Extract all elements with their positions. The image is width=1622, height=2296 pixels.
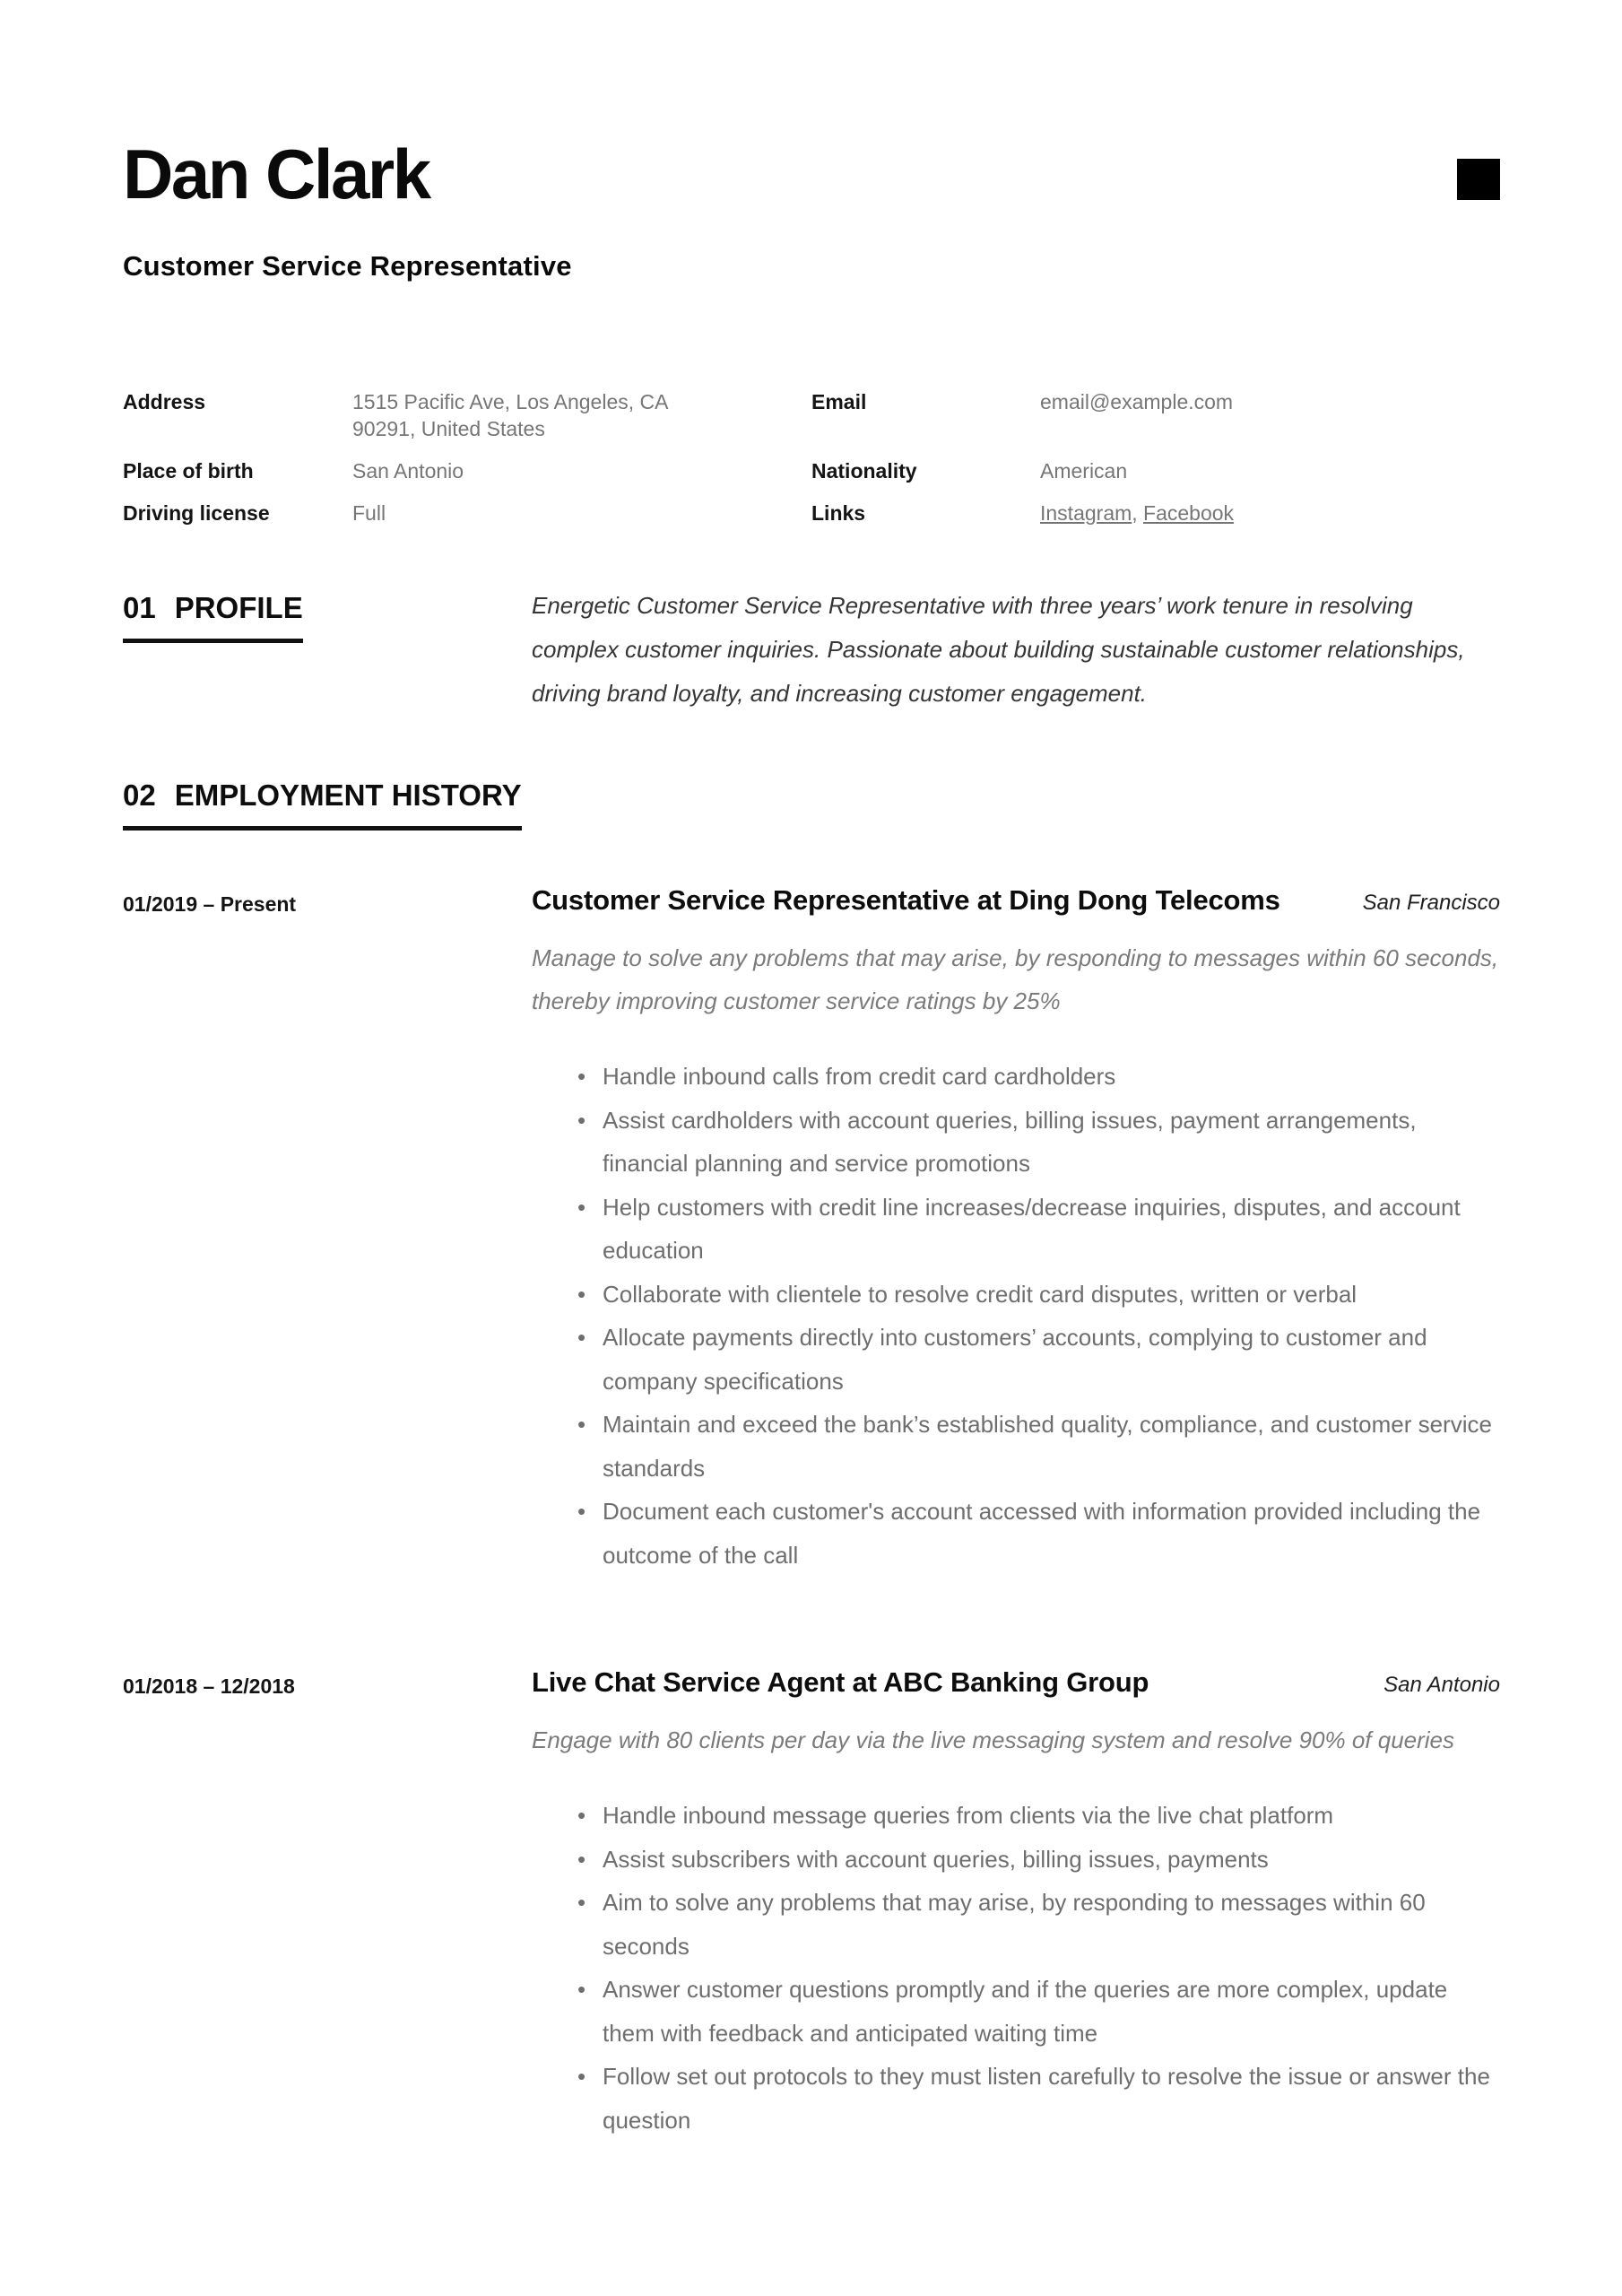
employment-history-section bbox=[123, 778, 1500, 2142]
instagram-link[interactable]: Instagram bbox=[1040, 501, 1132, 525]
links-value bbox=[1040, 500, 1500, 526]
job-1-bullet: • Allocate payments directly into customers’ accounts, complying to customer and company specifications bbox=[603, 1316, 1500, 1403]
profile-section bbox=[123, 591, 1500, 716]
person-name: Dan Clark bbox=[123, 135, 429, 213]
job-1-main bbox=[532, 884, 1500, 1577]
profile-section-heading bbox=[123, 591, 303, 643]
job-2-main bbox=[532, 1666, 1500, 2142]
profile-heading-cell bbox=[123, 591, 532, 643]
job-1-summary: Manage to solve any problems that may arise, by responding to messages within 60 seconds, thereby improving customer service ratings by 25% bbox=[532, 944, 1499, 1014]
profile-summary-text: Energetic Customer Service Representative with three years’ work tenure in resolving complex customer inquiries. Passionate about building sustainable customer relationships, driving brand loyalty, and increasing customer engagement. bbox=[532, 592, 1465, 707]
email-label: Email bbox=[811, 390, 867, 413]
employment-section-number: 02 bbox=[123, 778, 156, 812]
job-1-location: San Francisco bbox=[1362, 891, 1500, 915]
email-value: email@example.com bbox=[1040, 390, 1234, 413]
job-title-heading: Customer Service Representative bbox=[123, 250, 572, 282]
driving-license-value: Full bbox=[352, 501, 386, 525]
job-2-bullet-list bbox=[532, 1794, 1500, 2142]
address-value: 1515 Pacific Ave, Los Angeles, CA 90291, United States bbox=[352, 390, 668, 440]
contact-details-grid bbox=[123, 388, 1500, 526]
place-of-birth-label: Place of birth bbox=[123, 459, 254, 483]
job-1-bullet: • Maintain and exceed the bank’s established quality, compliance, and customer service standards bbox=[603, 1403, 1500, 1490]
job-1-dates: 01/2019 – Present bbox=[123, 892, 297, 916]
job-2-bullet: • Answer customer questions promptly and if the queries are more complex, update them with feedback and anticipated waiting time bbox=[603, 1968, 1500, 2055]
employment-section-heading bbox=[123, 778, 522, 831]
job-1-title-row bbox=[532, 884, 1500, 917]
job-2-bullet: • Aim to solve any problems that may arise, by responding to messages within 60 seconds bbox=[603, 1881, 1500, 1968]
nationality-value: American bbox=[1040, 459, 1128, 483]
job-1-bullet-list bbox=[532, 1055, 1500, 1577]
header bbox=[123, 135, 1500, 213]
driving-license-label: Driving license bbox=[123, 501, 270, 525]
job-2-bullet: • Handle inbound message queries from clients via the live chat platform bbox=[603, 1794, 1500, 1838]
employment-section-title: EMPLOYMENT HISTORY bbox=[174, 778, 522, 812]
address-label: Address bbox=[123, 390, 206, 413]
job-1-bullet: • Handle inbound calls from credit card cardholders bbox=[603, 1055, 1500, 1099]
profile-section-title: PROFILE bbox=[174, 591, 303, 624]
facebook-link[interactable]: Facebook bbox=[1143, 501, 1235, 525]
job-1-bullet: • Help customers with credit line increases/decrease inquiries, disputes, and account education bbox=[603, 1186, 1500, 1273]
job-1-bullet: • Collaborate with clientele to resolve credit card disputes, written or verbal bbox=[603, 1273, 1500, 1317]
profile-section-number: 01 bbox=[123, 591, 156, 624]
job-2-bullet: • Follow set out protocols to they must listen carefully to resolve the issue or answer the question bbox=[603, 2055, 1500, 2142]
nationality-label: Nationality bbox=[811, 459, 917, 483]
accent-square-icon bbox=[1457, 159, 1500, 200]
job-1-title: Customer Service Representative at Ding Dong Telecoms bbox=[532, 884, 1280, 916]
job-entry-1 bbox=[123, 884, 1500, 1577]
job-entry-2 bbox=[123, 1666, 1500, 2142]
job-2-bullet: • Assist subscribers with account queries, billing issues, payments bbox=[603, 1838, 1500, 1882]
links-separator: , bbox=[1132, 501, 1144, 525]
job-2-summary: Engage with 80 clients per day via the live messaging system and resolve 90% of queries bbox=[532, 1726, 1455, 1753]
job-2-location: San Antonio bbox=[1383, 1673, 1500, 1697]
job-2-dates: 01/2018 – 12/2018 bbox=[123, 1674, 295, 1698]
job-2-title-row bbox=[532, 1666, 1500, 1699]
job-2-title: Live Chat Service Agent at ABC Banking Group bbox=[532, 1666, 1149, 1698]
job-1-bullet: • Document each customer's account accessed with information provided including the outcome of the call bbox=[603, 1490, 1500, 1577]
place-of-birth-value: San Antonio bbox=[352, 459, 464, 483]
job-1-bullet: • Assist cardholders with account queries, billing issues, payment arrangements, financial planning and service promotions bbox=[603, 1099, 1500, 1186]
links-label: Links bbox=[811, 501, 866, 525]
